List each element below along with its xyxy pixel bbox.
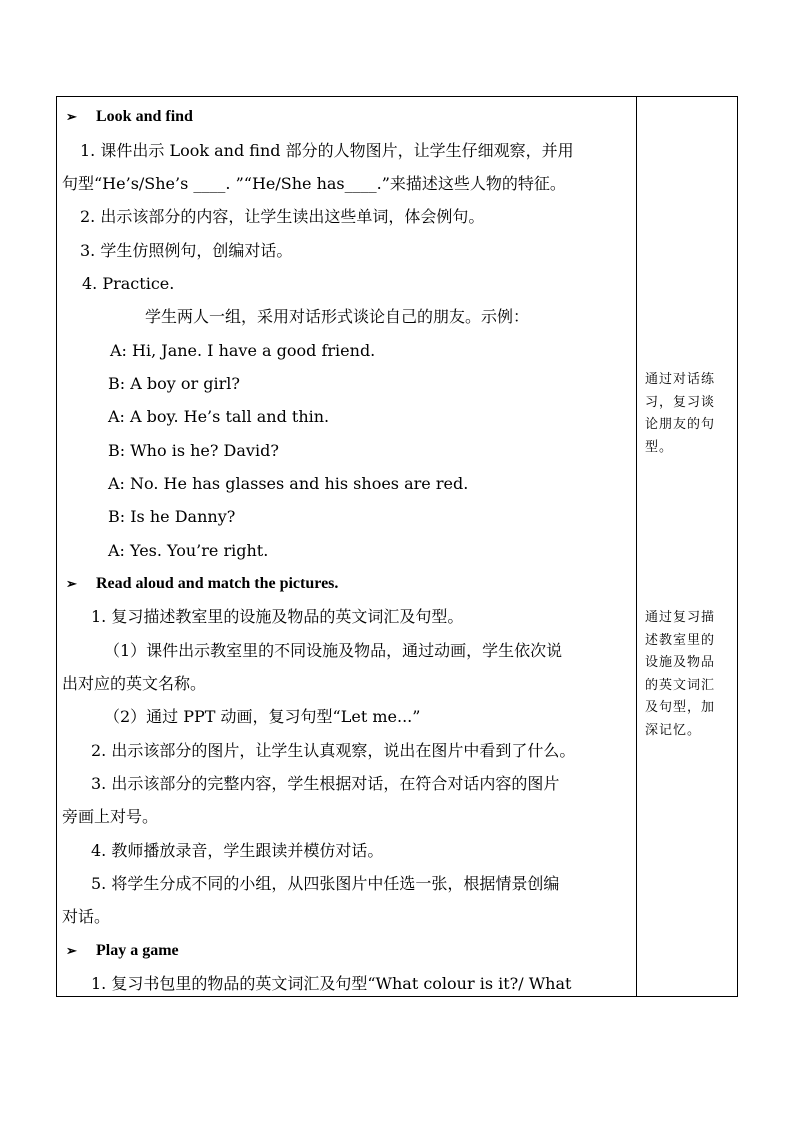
step-text: 对话。 bbox=[62, 907, 111, 926]
dialogue-line: A: A boy. He’s tall and thin. bbox=[108, 407, 330, 426]
dialogue-line: B: Who is he? David? bbox=[108, 441, 279, 460]
side-note-classroom: 通过复习描 述教室里的 设施及物品 的英文词汇 及句型，加 深记忆。 bbox=[645, 610, 716, 738]
step-text: 4. Practice. bbox=[82, 274, 175, 293]
step-text: 4. 教师播放录音，学生跟读并模仿对话。 bbox=[91, 841, 384, 860]
section-heading-look-and-find: ➢ Look and find bbox=[66, 108, 193, 125]
dialogue-line: A: No. He has glasses and his shoes are red. bbox=[108, 474, 469, 493]
step-text: 3. 出示该部分的完整内容，学生根据对话，在符合对话内容的图片 bbox=[91, 774, 560, 793]
step-text: 旁画上对号。 bbox=[62, 807, 159, 826]
step-text: 出对应的英文名称。 bbox=[62, 674, 207, 693]
side-note-dialogue: 通过对话练 习，复习谈 论朋友的句 型。 bbox=[645, 372, 716, 455]
step-text: 5. 将学生分成不同的小组，从四张图片中任选一张，根据情景创编 bbox=[91, 874, 560, 893]
step-text: 1. 复习书包里的物品的英文词汇及句型“What colour is it?/ What bbox=[91, 974, 572, 993]
step-text: 句型“He’s/She’s ____. ”“He/She has____.”来描述这些人物的特征。 bbox=[62, 174, 566, 193]
arrow-bullet-icon: ➢ bbox=[66, 576, 77, 591]
arrow-bullet-icon: ➢ bbox=[66, 943, 77, 958]
section-heading-read-aloud: ➢ Read aloud and match the pictures. bbox=[66, 575, 339, 592]
dialogue-line: B: Is he Danny? bbox=[108, 507, 236, 526]
dialogue-line: A: Hi, Jane. I have a good friend. bbox=[110, 341, 376, 360]
column-divider bbox=[636, 96, 637, 997]
step-text: 2. 出示该部分的图片，让学生认真观察，说出在图片中看到了什么。 bbox=[91, 741, 576, 760]
step-text: 学生两人一组，采用对话形式谈论自己的朋友。示例： bbox=[145, 307, 530, 326]
step-text: （1）课件出示教室里的不同设施及物品，通过动画，学生依次说 bbox=[104, 641, 563, 660]
step-text: （2）通过 PPT 动画，复习句型“Let me...” bbox=[104, 707, 421, 726]
dialogue-line: A: Yes. You’re right. bbox=[108, 541, 269, 560]
dialogue-line: B: A boy or girl? bbox=[108, 374, 240, 393]
section-heading-play-a-game: ➢ Play a game bbox=[66, 942, 179, 959]
step-text: 1. 课件出示 Look and find 部分的人物图片，让学生仔细观察，并用 bbox=[80, 141, 574, 160]
arrow-bullet-icon: ➢ bbox=[66, 109, 77, 124]
step-text: 1. 复习描述教室里的设施及物品的英文词汇及句型。 bbox=[91, 607, 464, 626]
step-text: 3. 学生仿照例句，创编对话。 bbox=[80, 241, 293, 260]
step-text: 2. 出示该部分的内容，让学生读出这些单词，体会例句。 bbox=[80, 207, 485, 226]
